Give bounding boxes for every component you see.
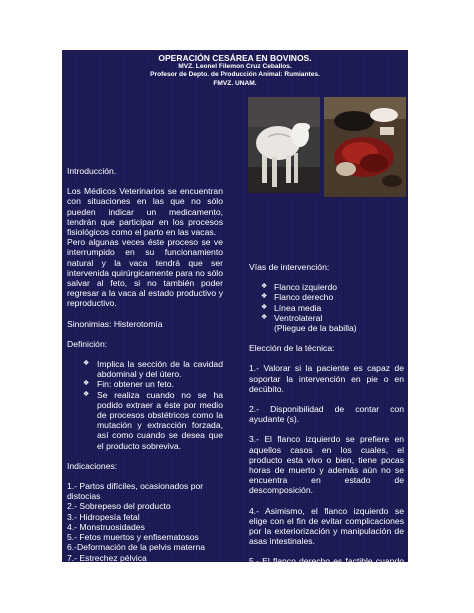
technique-item: 3.- El flanco izquierdo se prefiere en aquellos casos en los cuales, el producto esta vivo o bien, tiene pocas horas de muerto y además aún no se encuentra en estado de descomposición. bbox=[249, 434, 404, 496]
list-item: 5.- Fetos muertos y enfisematosos bbox=[67, 532, 199, 543]
bullet-icon: ❖ bbox=[83, 360, 90, 368]
route-item: Ventrolateral bbox=[274, 312, 323, 323]
author-name: MVZ. Leonel Filemon Cruz Ceballos. bbox=[178, 63, 292, 70]
right-column bbox=[249, 262, 404, 577]
intro-paragraph-1: Los Médicos Veterinarios se encuentran con situaciones en las que no sólo pueden indicar un medicamento, tendrán que participar en los procesos fisiológicos como el parto en las vacas. bbox=[67, 186, 223, 238]
list-item bbox=[83, 359, 223, 379]
synonyms-line bbox=[67, 319, 223, 329]
definition-item: Fin: obtener un feto. bbox=[97, 379, 174, 390]
list-item bbox=[261, 313, 404, 323]
surgery-photo bbox=[324, 97, 406, 197]
route-item: Flanco izquierdo bbox=[274, 282, 338, 293]
author-institution: FMVZ. UNAM. bbox=[213, 79, 257, 87]
list-item: 1.- Partos difíciles, ocasionados por distocias bbox=[67, 481, 204, 502]
list-item: 6.-Deformación de la pelvis materna bbox=[67, 542, 206, 553]
list-item bbox=[83, 390, 223, 451]
technique-item: 4.- Asimismo, el flanco izquierdo se elige con el fin de evitar complicaciones por la exteriorización y manipulación de asas intestinales. bbox=[249, 505, 404, 547]
technique-heading: Elección de la técnica: bbox=[249, 343, 335, 354]
poster-title: OPERACIÓN CESÁREA EN BOVINOS. bbox=[158, 53, 312, 63]
bullet-icon: ❖ bbox=[261, 303, 268, 311]
definition-item: Se realiza cuando no se ha podido extraer a éste por medio de procesos obstétricos como la mutación y extracción forzada, así como cuando se desea que el producto sobreviva. bbox=[97, 389, 223, 451]
technique-item: 2.- Disponibilidad de contar con ayudante (s). bbox=[249, 404, 404, 425]
definition-list bbox=[67, 359, 223, 451]
bullet-icon: ❖ bbox=[83, 390, 90, 398]
bullet-icon: ❖ bbox=[261, 293, 268, 301]
routes-heading: Vías de intervención: bbox=[249, 262, 330, 272]
technique-item: 5.- El flanco derecho es factible cuando existe distensión exagerada del rumen. bbox=[249, 556, 404, 577]
bullet-icon: ❖ bbox=[261, 283, 268, 291]
author-position: Profesor de Depto. de Producción Animal: Rumiantes. bbox=[150, 71, 320, 79]
intro-paragraph-2: Pero algunas veces éste proceso se ve interrumpido en su funcionamiento natural y la vaca tendrá que ser intervenida quirúrgicamente para no sólo salvar al feto, si no también poder regresar a la vaca al estado productivo y reproductivo. bbox=[67, 237, 223, 309]
synonyms-value: Histerotomía bbox=[113, 318, 163, 329]
bullet-icon: ❖ bbox=[261, 313, 268, 321]
indications-list bbox=[67, 481, 223, 563]
poster-page bbox=[62, 50, 408, 577]
cow-photo bbox=[248, 97, 320, 193]
intro-heading: Introducción. bbox=[67, 166, 117, 176]
list-item: 7.- Estrechez pélvica bbox=[67, 552, 147, 563]
route-item: Línea media bbox=[274, 302, 322, 313]
route-item: Flanco derecho bbox=[274, 292, 334, 303]
technique-item: 1.- Valorar si la paciente es capaz de soportar la intervención en pie o en decúbito. bbox=[249, 363, 404, 394]
list-item: 3.- Hidropesía fetal bbox=[67, 511, 140, 522]
list-item bbox=[261, 282, 404, 292]
bullet-icon: ❖ bbox=[83, 380, 90, 388]
definition-heading: Definición: bbox=[67, 338, 108, 349]
list-item bbox=[261, 303, 404, 313]
list-item: 4.- Monstruosidades bbox=[67, 521, 145, 532]
poster-header bbox=[62, 53, 408, 88]
indications-heading: Indicaciones: bbox=[67, 460, 118, 471]
list-item bbox=[261, 292, 404, 302]
list-item bbox=[83, 379, 223, 389]
synonyms-label: Sinonimias: bbox=[67, 318, 112, 329]
list-item bbox=[261, 323, 404, 333]
list-item: 2.- Sobrepeso del producto bbox=[67, 501, 171, 512]
route-item-note: (Pliegue de la babilla) bbox=[274, 323, 357, 334]
left-column bbox=[67, 166, 223, 563]
routes-list bbox=[249, 282, 404, 333]
definition-item: Implica la sección de la cavidad abdominal y del útero. bbox=[97, 359, 223, 380]
